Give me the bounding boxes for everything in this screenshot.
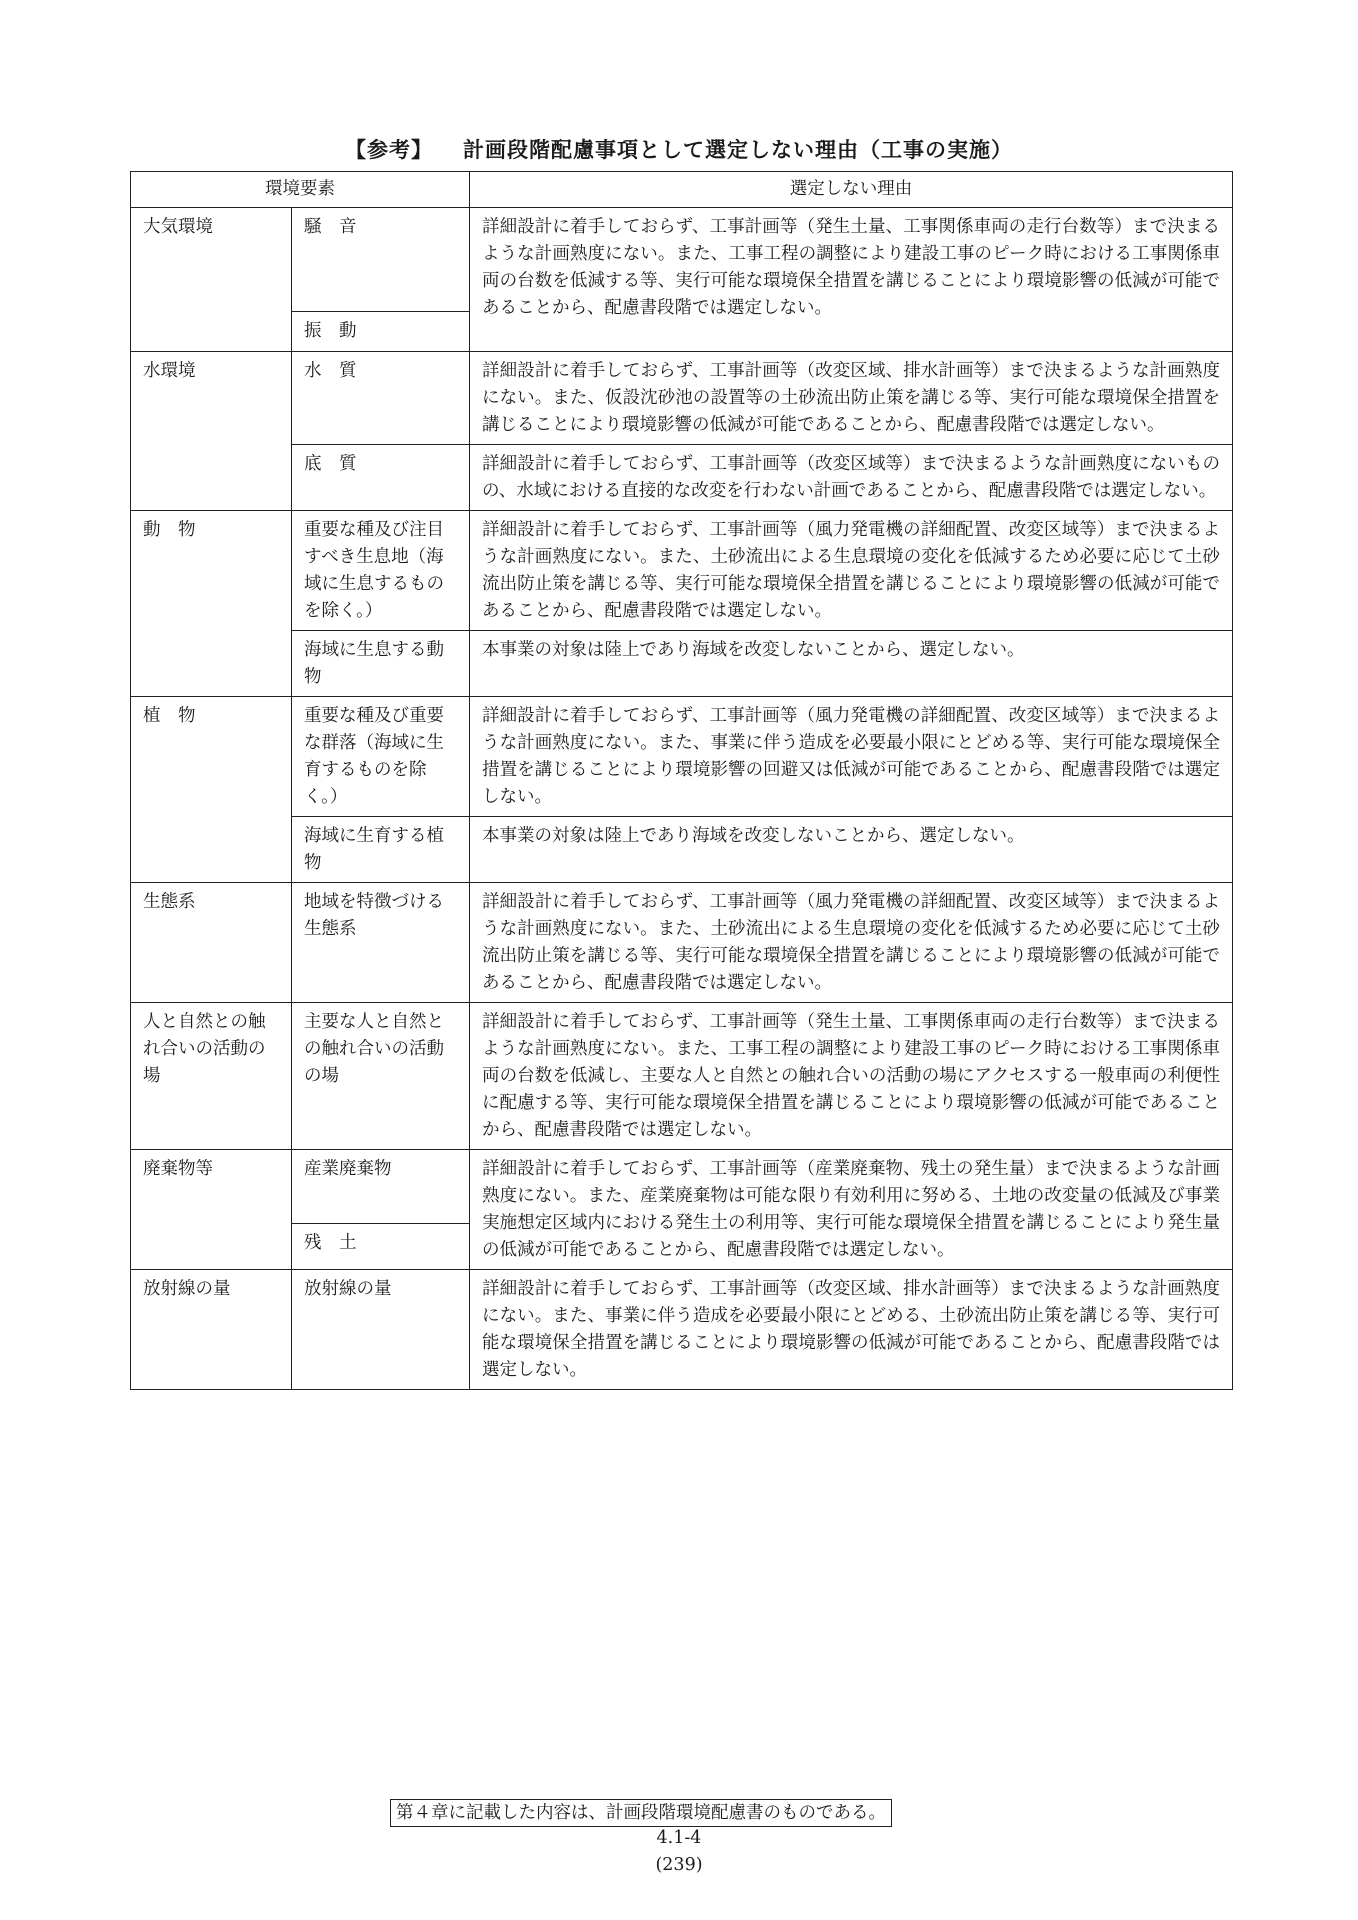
- title-bracket: 【参考】: [345, 138, 433, 162]
- item-cell: 主要な人と自然との触れ合いの活動の場: [292, 1003, 470, 1150]
- header-element: 環境要素: [131, 172, 470, 208]
- reason-cell: 詳細設計に着手しておらず、工事計画等（風力発電機の詳細配置、改変区域等）まで決まるような計画熟度にない。また、事業に伴う造成を必要最小限にとどめる等、実行可能な環境保全措置を講じることにより環境影響の回避又は低減が可能であることから、配慮書段階では選定しない。: [470, 697, 1233, 817]
- category-cell: 大気環境: [131, 208, 292, 352]
- item-cell: 水 質: [292, 352, 470, 445]
- category-cell: 人と自然との触れ合いの活動の場: [131, 1003, 292, 1150]
- item-cell: 放射線の量: [292, 1270, 470, 1390]
- page-total: (239): [655, 1855, 703, 1875]
- category-cell: 動 物: [131, 511, 292, 697]
- title-text: 計画段階配慮事項として選定しない理由（工事の実施）: [463, 138, 1013, 162]
- page-id: 4.1-4: [656, 1828, 702, 1848]
- category-cell: 生態系: [131, 883, 292, 1003]
- item-cell: 残 土: [292, 1224, 470, 1270]
- table-row: [131, 1150, 1233, 1224]
- item-cell: 重要な種及び注目すべき生息地（海域に生息するものを除く。）: [292, 511, 470, 631]
- reason-cell: 詳細設計に着手しておらず、工事計画等（発生土量、工事関係車両の走行台数等）まで決まるような計画熟度にない。また、工事工程の調整により建設工事のピーク時における工事関係車両の台数を低減し、主要な人と自然との触れ合いの活動の場にアクセスする一般車両の利便性に配慮する等、実行可能な環境保全措置を講じることにより環境影響の低減が可能であることから、配慮書段階では選定しない。: [470, 1003, 1233, 1150]
- item-cell: 重要な種及び重要な群落（海域に生育するものを除く。）: [292, 697, 470, 817]
- reason-cell: 詳細設計に着手しておらず、工事計画等（産業廃棄物、残土の発生量）まで決まるような計画熟度にない。また、産業廃棄物は可能な限り有効利用に努める、土地の改変量の低減及び事業実施想定区域内における発生土の利用等、実行可能な環境保全措置を講じることにより発生量の低減が可能であることから、配慮書段階では選定しない。: [470, 1150, 1233, 1270]
- category-cell: 放射線の量: [131, 1270, 292, 1390]
- reason-cell: 詳細設計に着手しておらず、工事計画等（風力発電機の詳細配置、改変区域等）まで決まるような計画熟度にない。また、土砂流出による生息環境の変化を低減するため必要に応じて土砂流出防止策を講じる等、実行可能な環境保全措置を講じることにより環境影響の低減が可能であることから、配慮書段階では選定しない。: [470, 511, 1233, 631]
- item-cell: 海域に生息する動物: [292, 631, 470, 697]
- table-row: [131, 883, 1233, 1003]
- reasons-table: [130, 171, 1233, 1390]
- item-cell: 地域を特徴づける生態系: [292, 883, 470, 1003]
- reason-cell: 詳細設計に着手しておらず、工事計画等（改変区域、排水計画等）まで決まるような計画熟度にない。また、仮設沈砂池の設置等の土砂流出防止策を講じる等、実行可能な環境保全措置を講じることにより環境影響の低減が可能であることから、配慮書段階では選定しない。: [470, 352, 1233, 445]
- category-cell: 水環境: [131, 352, 292, 511]
- reason-cell: 詳細設計に着手しておらず、工事計画等（風力発電機の詳細配置、改変区域等）まで決まるような計画熟度にない。また、土砂流出による生息環境の変化を低減するため必要に応じて土砂流出防止策を講じる等、実行可能な環境保全措置を講じることにより環境影響の低減が可能であることから、配慮書段階では選定しない。: [470, 883, 1233, 1003]
- item-cell: 振 動: [292, 312, 470, 352]
- reason-cell: 詳細設計に着手しておらず、工事計画等（発生土量、工事関係車両の走行台数等）まで決まるような計画熟度にない。また、工事工程の調整により建設工事のピーク時における工事関係車両の台数を低減する等、実行可能な環境保全措置を講じることにより環境影響の低減が可能であることから、配慮書段階では選定しない。: [470, 208, 1233, 352]
- table-row: [131, 511, 1233, 631]
- table-row: [131, 445, 1233, 511]
- table-row: [131, 1003, 1233, 1150]
- item-cell: 底 質: [292, 445, 470, 511]
- category-cell: 廃棄物等: [131, 1150, 292, 1270]
- item-cell: 産業廃棄物: [292, 1150, 470, 1224]
- reason-cell: 詳細設計に着手しておらず、工事計画等（改変区域等）まで決まるような計画熟度にないものの、水域における直接的な改変を行わない計画であることから、配慮書段階では選定しない。: [470, 445, 1233, 511]
- table-row: [131, 1270, 1233, 1390]
- reason-cell: 詳細設計に着手しておらず、工事計画等（改変区域、排水計画等）まで決まるような計画熟度にない。また、事業に伴う造成を必要最小限にとどめる、土砂流出防止策を講じる等、実行可能な環境保全措置を講じることにより環境影響の低減が可能であることから、配慮書段階では選定しない。: [470, 1270, 1233, 1390]
- table-row: [131, 631, 1233, 697]
- item-cell: 海域に生育する植物: [292, 817, 470, 883]
- table-row: [131, 817, 1233, 883]
- category-cell: 植 物: [131, 697, 292, 883]
- header-reason: 選定しない理由: [470, 172, 1233, 208]
- reason-cell: 本事業の対象は陸上であり海域を改変しないことから、選定しない。: [470, 817, 1233, 883]
- footer-note: 第４章に記載した内容は、計画段階環境配慮書のものである。: [390, 1799, 892, 1827]
- table-row: [131, 352, 1233, 445]
- table-header-row: [131, 172, 1233, 208]
- reason-cell: 本事業の対象は陸上であり海域を改変しないことから、選定しない。: [470, 631, 1233, 697]
- table-row: [131, 208, 1233, 312]
- page-title: [0, 134, 1358, 164]
- table-row: [131, 697, 1233, 817]
- item-cell: 騒 音: [292, 208, 470, 312]
